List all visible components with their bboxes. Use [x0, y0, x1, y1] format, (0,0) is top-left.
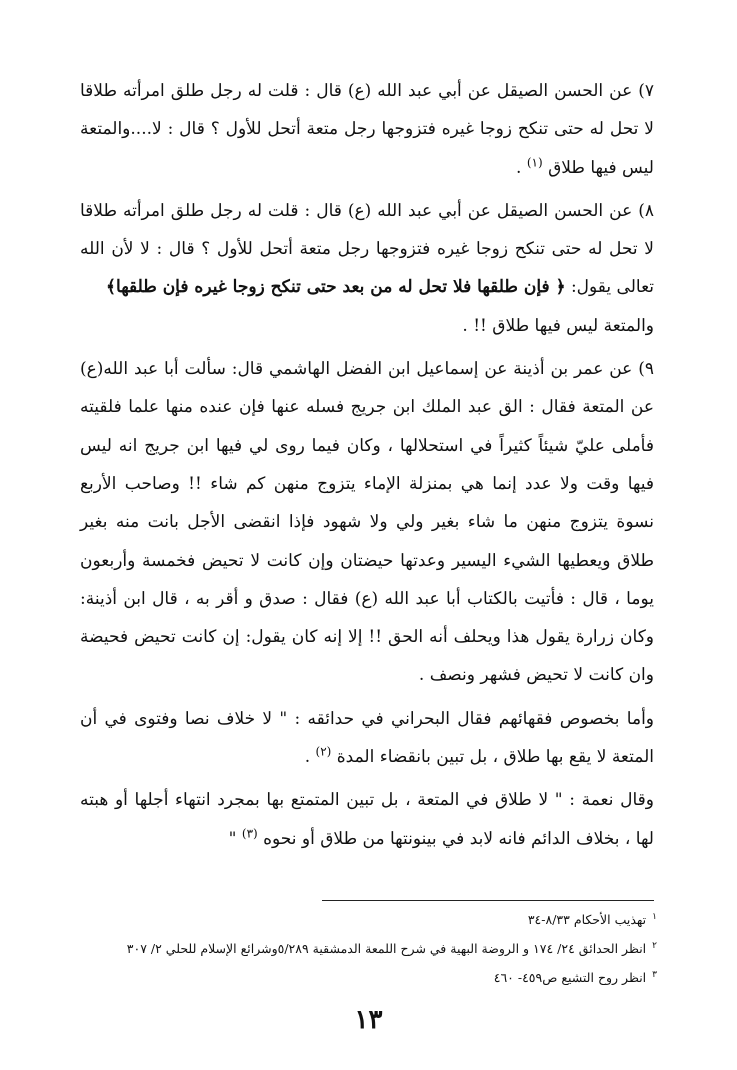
- footnote-item: [80, 934, 657, 963]
- paragraph-text: ٧) عن الحسن الصيقل عن أبي عبد الله (ع) قال : قلت له رجل طلق امرأته طلاقا لا تحل له حتى تنكح زوجا غيره فتزوجها رجل متعة أتحل للأول ؟ قال : لا....والمتعة ليس فيها طلاق: [80, 81, 654, 178]
- body-text: [80, 72, 654, 863]
- paragraph-narration-9: [80, 350, 654, 695]
- paragraph-text: وأما بخصوص فقهائهم فقال البحراني في حدائقه : " لا خلاف نصا وفتوى في أن المتعة لا يقع بها طلاق ، بل تبين بانقضاء المدة: [80, 708, 654, 768]
- footnote-number: ٢: [652, 940, 657, 951]
- footnote-marker: (٢): [315, 744, 332, 759]
- paragraph-text: وقال نعمة : " لا طلاق في المتعة ، بل تبين المتمتع بها بمجرد انتهاء أجلها أو هبته لها ، بخلاف الدائم فانه لابد في بينونتها من طلاق أو نحوه: [80, 790, 654, 849]
- paragraph-text: ٨) عن الحسن الصيقل عن أبي عبد الله (ع) قال : قلت له رجل طلق امرأته طلاقا لا تحل له حتى تنكح زوجا غيره فتزوجها رجل متعة أتحل للأول ؟ قال : لا لأن الله تعالى يقول:: [80, 200, 654, 298]
- footnote-text: انظر الحدائق ٢٤/ ١٧٤ و الروضة البهية في شرح اللمعة الدمشقية ٥/٢٨٩وشرائع الإسلام للحلي ٢/ ٣٠٧: [126, 941, 647, 956]
- footnote-marker: (١): [526, 154, 543, 169]
- footnote-item: [80, 963, 657, 992]
- paragraph-narration-8: [80, 192, 654, 345]
- footnote-marker: (٣): [241, 825, 258, 840]
- footnotes: [80, 905, 657, 992]
- paragraph-nima: [80, 781, 654, 858]
- footnote-number: ١: [652, 911, 657, 922]
- footnote-text: انظر روح التشيع ص٤٥٩- ٤٦٠: [493, 970, 647, 985]
- paragraph-tail: ": [228, 828, 237, 849]
- paragraph-bahrani: [80, 700, 654, 777]
- footnote-number: ٣: [652, 969, 657, 980]
- footnote-text: تهذيب الأحكام ٨/٣٣-٣٤: [527, 912, 647, 927]
- paragraph-tail: .: [304, 747, 311, 768]
- paragraph-narration-7: [80, 72, 654, 187]
- paragraph-tail: والمتعة ليس فيها طلاق !! .: [462, 315, 654, 336]
- paragraph-text: ٩) عن عمر بن أذينة عن إسماعيل ابن الفضل الهاشمي قال: سألت أبا عبد الله(ع) عن المتعة فقال : الق عبد الملك ابن جريج فسله عنها فإن عنده منها علما فلقيته فأملى عليّ شيئاً كثيراً في استحلالها ، وكان فيما روى لي فيها ابن جريج انه ليس فيها وقت ولا عدد إنما هي بمنزلة الإماء يتزوج منهن كم شاء !! وصاحب الأربع نسوة يتزوج منهن ما شاء بغير ولي ولا شهود فإذا انقضى الأجل بانت منه بغير طلاق ويعطيها الشيء اليسير وعدتها حيضتان وإن كانت لا تحيض فخمسة وأربعون يوما ، قال : فأتيت بالكتاب أبا عبد الله (ع) فقال : صدق و أقر به ، قال ابن أذينة: وكان زرارة يقول هذا ويحلف أنه الحق !! إلا إنه كان يقول: إن كانت تحيض فحيضة وان كانت لا تحيض فشهر ونصف .: [80, 359, 654, 686]
- page-number: ١٣: [354, 1005, 383, 1035]
- footnote-item: [80, 905, 657, 934]
- footnote-separator: [322, 900, 654, 901]
- quran-quote: ﴿ فإن طلقها فلا تحل له من بعد حتى تنكح زوجا غيره فإن طلقها﴾: [106, 277, 566, 298]
- paragraph-tail: .: [516, 157, 522, 178]
